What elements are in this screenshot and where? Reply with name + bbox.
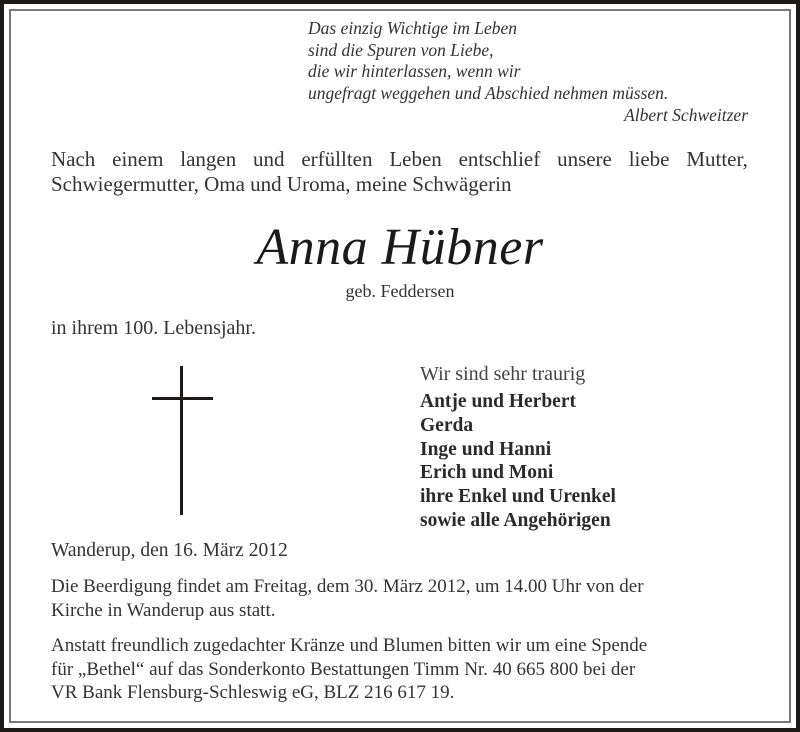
funeral-info (51, 575, 751, 623)
funeral-line: Die Beerdigung findet am Freitag, dem 30. März 2012, um 14.00 Uhr von der (51, 576, 644, 597)
intro-word: liebe (628, 147, 670, 171)
quote-author: Albert Schweitzer (624, 105, 748, 125)
quote (308, 18, 668, 104)
quote-line: die wir hinterlassen, wenn wir (308, 61, 521, 81)
intro-word: Mutter, (686, 147, 748, 171)
mourner-name: Erich und Moni (420, 462, 554, 484)
quote-line: Das einzig Wichtige im Leben (308, 18, 518, 38)
donation-line: für „Bethel“ auf das Sonderkonto Bestattungen Timm Nr. 40 665 800 bei der (51, 658, 636, 680)
mourner-name: sowie alle Angehörigen (420, 509, 611, 531)
intro-line-2: Schwiegermutter, Oma und Uroma, meine Schwägerin (51, 172, 512, 196)
maiden-name: geb. Feddersen (345, 281, 455, 301)
funeral-line: Kirche in Wanderup aus statt. (51, 600, 276, 621)
donation-line: VR Bank Flensburg-Schleswig eG, BLZ 216 617 19. (51, 682, 455, 703)
intro-line-1 (51, 147, 748, 172)
intro-word: und (253, 147, 285, 171)
donation-info (51, 634, 751, 705)
intro-word: langen (180, 147, 237, 171)
mourner-name: Inge und Hanni (420, 438, 552, 460)
intro-word: einem (112, 147, 164, 171)
deceased-name: Anna Hübner (256, 219, 544, 276)
age-text: in ihrem 100. Lebensjahr. (51, 317, 256, 339)
intro-word: unsere (557, 147, 612, 171)
mourner-name: ihre Enkel und Urenkel (420, 486, 616, 508)
intro-word: Nach (51, 147, 96, 171)
intro-text (51, 147, 748, 197)
quote-line: sind die Spuren von Liebe, (308, 39, 494, 60)
intro-word: entschlief (458, 147, 541, 171)
donation-line: Anstatt freundlich zugedachter Kränze und Blumen bitten wir um eine Spende (51, 635, 648, 656)
mourners-intro: Wir sind sehr traurig (420, 363, 586, 385)
intro-word: erfüllten (301, 147, 373, 171)
intro-word: Leben (389, 147, 442, 171)
cross-horizontal-bar (152, 397, 213, 400)
mourner-name: Gerda (420, 414, 474, 436)
mourners-list (420, 390, 616, 533)
cross-vertical-bar (180, 366, 183, 515)
mourner-name: Antje und Herbert (420, 391, 576, 412)
quote-line: ungefragt weggehen und Abschied nehmen müssen. (308, 82, 669, 103)
place-date: Wanderup, den 16. März 2012 (51, 540, 288, 561)
